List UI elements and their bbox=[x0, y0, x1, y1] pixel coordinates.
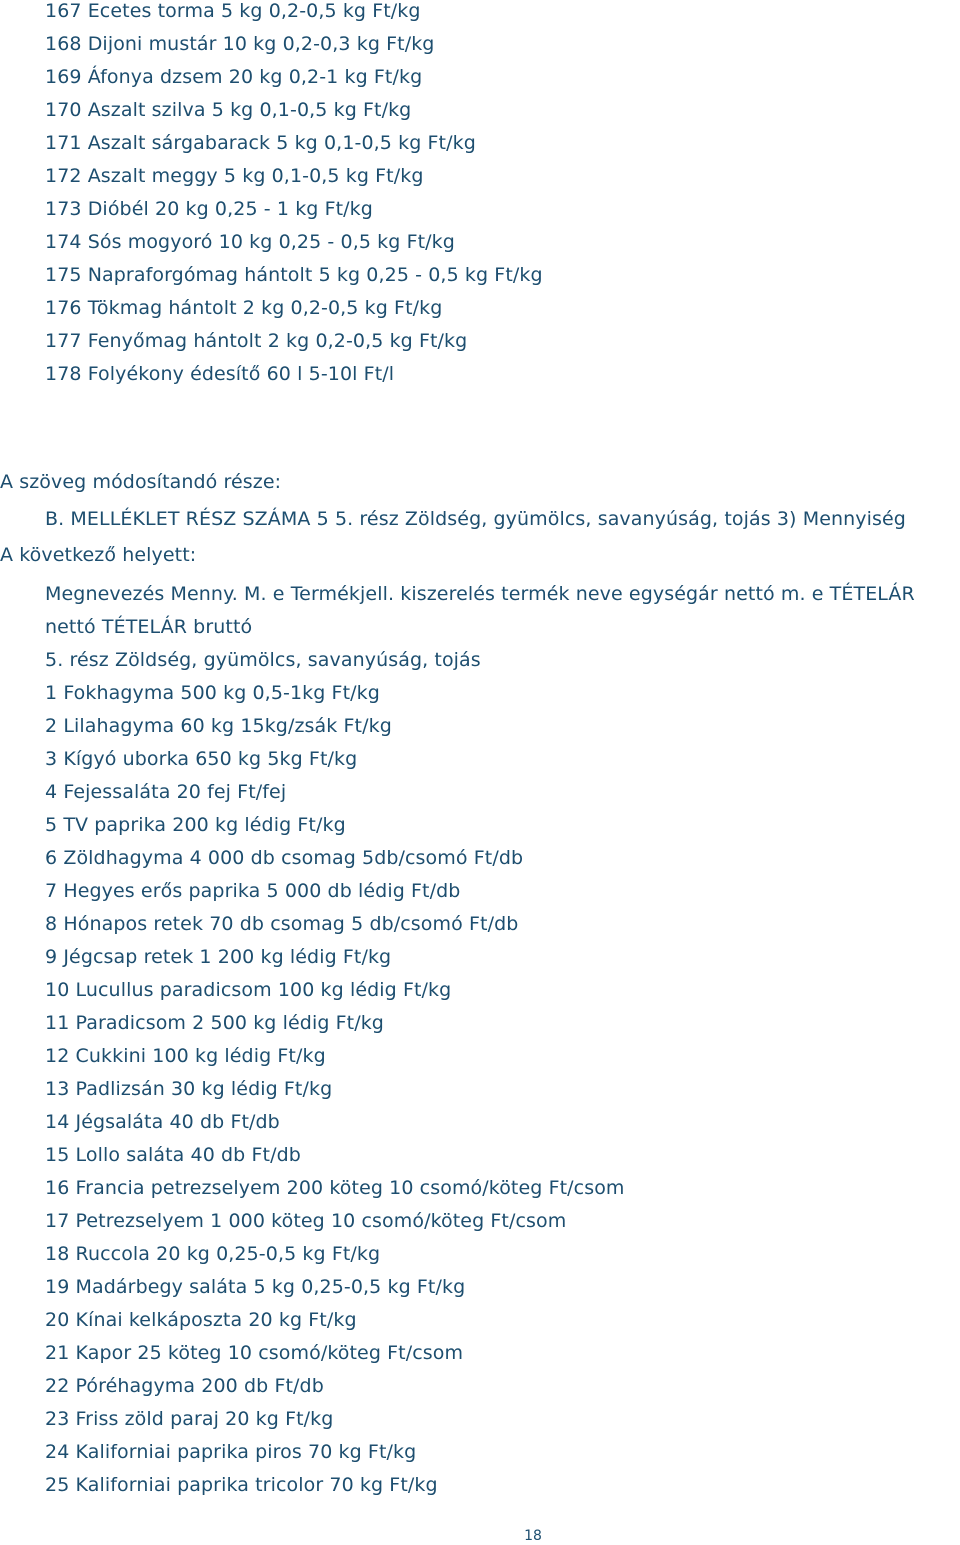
part-title: 5. rész Zöldség, gyümölcs, savanyúság, tojás bbox=[45, 649, 481, 671]
table-header-continued: nettó TÉTELÁR bruttó bbox=[45, 616, 253, 638]
list-item: 12 Cukkini 100 kg lédig Ft/kg bbox=[45, 1045, 326, 1067]
list-item: 167 Ecetes torma 5 kg 0,2-0,5 kg Ft/kg bbox=[45, 0, 421, 22]
list-item: 15 Lollo saláta 40 db Ft/db bbox=[45, 1144, 301, 1166]
list-item: 3 Kígyó uborka 650 kg 5kg Ft/kg bbox=[45, 748, 358, 770]
list-item: 20 Kínai kelkáposzta 20 kg Ft/kg bbox=[45, 1309, 357, 1331]
list-item: 2 Lilahagyma 60 kg 15kg/zsák Ft/kg bbox=[45, 715, 392, 737]
section-reference: B. MELLÉKLET RÉSZ SZÁMA 5 5. rész Zöldség, gyümölcs, savanyúság, tojás 3) Mennyiség bbox=[45, 508, 906, 530]
list-item: 6 Zöldhagyma 4 000 db csomag 5db/csomó Ft/db bbox=[45, 847, 524, 869]
list-item: 13 Padlizsán 30 kg lédig Ft/kg bbox=[45, 1078, 333, 1100]
list-item: 171 Aszalt sárgabarack 5 kg 0,1-0,5 kg Ft/kg bbox=[45, 132, 476, 154]
list-item: 5 TV paprika 200 kg lédig Ft/kg bbox=[45, 814, 346, 836]
list-item: 24 Kaliforniai paprika piros 70 kg Ft/kg bbox=[45, 1441, 417, 1463]
list-item: 23 Friss zöld paraj 20 kg Ft/kg bbox=[45, 1408, 334, 1430]
list-item: 7 Hegyes erős paprika 5 000 db lédig Ft/db bbox=[45, 880, 461, 902]
list-item: 16 Francia petrezselyem 200 köteg 10 csomó/köteg Ft/csom bbox=[45, 1177, 625, 1199]
modify-label: A szöveg módosítandó része: bbox=[0, 471, 282, 493]
list-item: 25 Kaliforniai paprika tricolor 70 kg Ft/kg bbox=[45, 1474, 438, 1496]
list-item: 174 Sós mogyoró 10 kg 0,25 - 0,5 kg Ft/kg bbox=[45, 231, 455, 253]
list-item: 176 Tökmag hántolt 2 kg 0,2-0,5 kg Ft/kg bbox=[45, 297, 443, 319]
list-item: 169 Áfonya dzsem 20 kg 0,2-1 kg Ft/kg bbox=[45, 66, 423, 88]
list-item: 11 Paradicsom 2 500 kg lédig Ft/kg bbox=[45, 1012, 384, 1034]
list-item: 4 Fejessaláta 20 fej Ft/fej bbox=[45, 781, 287, 803]
list-item: 178 Folyékony édesítő 60 l 5-10l Ft/l bbox=[45, 363, 395, 385]
list-item: 14 Jégsaláta 40 db Ft/db bbox=[45, 1111, 280, 1133]
page-number: 18 bbox=[524, 1528, 542, 1544]
list-item: 10 Lucullus paradicsom 100 kg lédig Ft/kg bbox=[45, 979, 452, 1001]
instead-label: A következő helyett: bbox=[0, 544, 197, 566]
list-item: 8 Hónapos retek 70 db csomag 5 db/csomó Ft/db bbox=[45, 913, 519, 935]
list-item: 172 Aszalt meggy 5 kg 0,1-0,5 kg Ft/kg bbox=[45, 165, 424, 187]
list-item: 9 Jégcsap retek 1 200 kg lédig Ft/kg bbox=[45, 946, 392, 968]
list-item: 19 Madárbegy saláta 5 kg 0,25-0,5 kg Ft/kg bbox=[45, 1276, 466, 1298]
list-item: 177 Fenyőmag hántolt 2 kg 0,2-0,5 kg Ft/kg bbox=[45, 330, 468, 352]
list-item: 22 Póréhagyma 200 db Ft/db bbox=[45, 1375, 324, 1397]
list-item: 175 Napraforgómag hántolt 5 kg 0,25 - 0,5 kg Ft/kg bbox=[45, 264, 543, 286]
table-header: Megnevezés Menny. M. e Termékjell. kiszerelés termék neve egységár nettó m. e TÉTELÁR bbox=[45, 583, 915, 605]
list-item: 170 Aszalt szilva 5 kg 0,1-0,5 kg Ft/kg bbox=[45, 99, 412, 121]
list-item: 173 Dióbél 20 kg 0,25 - 1 kg Ft/kg bbox=[45, 198, 373, 220]
list-item: 1 Fokhagyma 500 kg 0,5-1kg Ft/kg bbox=[45, 682, 380, 704]
list-item: 21 Kapor 25 köteg 10 csomó/köteg Ft/csom bbox=[45, 1342, 464, 1364]
list-item: 168 Dijoni mustár 10 kg 0,2-0,3 kg Ft/kg bbox=[45, 33, 435, 55]
list-item: 17 Petrezselyem 1 000 köteg 10 csomó/köteg Ft/csom bbox=[45, 1210, 567, 1232]
list-item: 18 Ruccola 20 kg 0,25-0,5 kg Ft/kg bbox=[45, 1243, 381, 1265]
